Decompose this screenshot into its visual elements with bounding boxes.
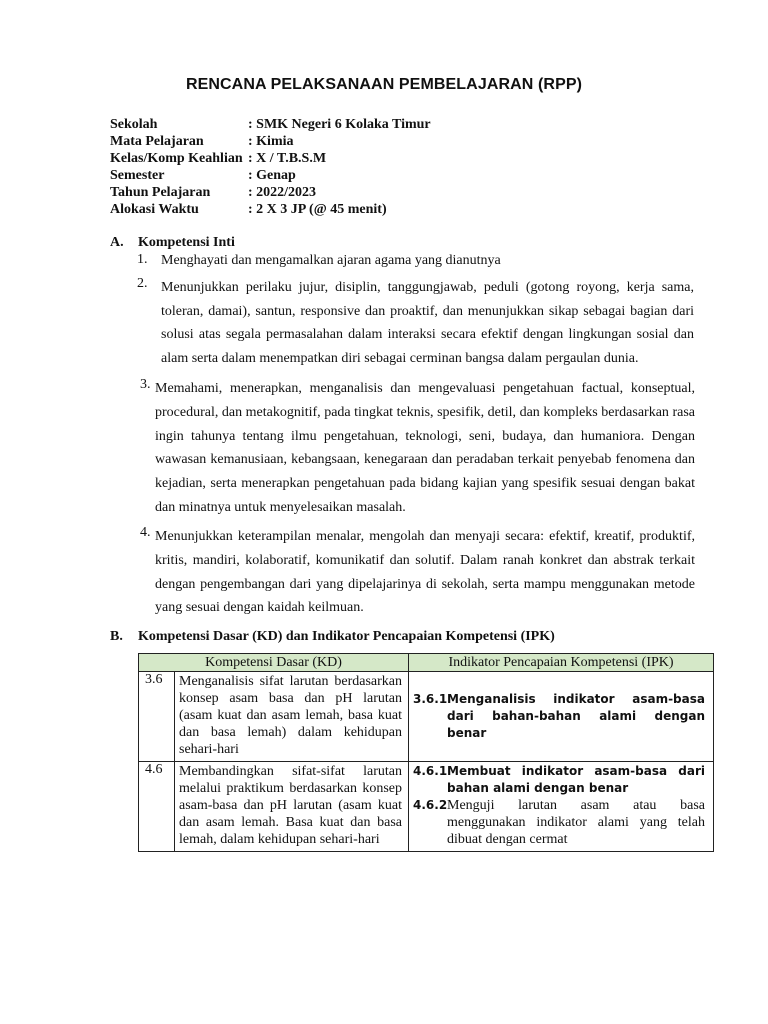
ki-line: Memahami, menerapkan, menganalisis dan mengevaluasi pengetahuan factual, konseptual,: [155, 381, 695, 396]
identity-value: : X / T.B.S.M: [248, 151, 327, 166]
ki-text: [155, 377, 695, 520]
identity-label: Tahun Pelajaran: [110, 185, 211, 200]
identity-label: Kelas/Komp Keahlian: [110, 151, 243, 166]
ipk-number: 4.6.1: [413, 764, 448, 778]
ipk-text: Membuat indikator asam-basa dari bahan alami dengan benar: [447, 764, 705, 795]
ki-line: kejadian, serta menerapkan pengetahuan pada bidang kajian yang spesifik sesuai dengan bakat: [155, 476, 695, 492]
kd-text: Membandingkan sifat-sifat larutan melalui praktikum berdasarkan konsep asam-basa dan pH larutan (asam kuat dan asam lemah. Basa kuat dan basa lemah, dalam kehidupan sehari-hari: [175, 762, 409, 852]
section-letter: A.: [110, 235, 124, 250]
ki-number: 3.: [140, 377, 151, 392]
ipk-item: [413, 763, 705, 797]
ipk-text: Menganalisis indikator asam-basa dari bahan-bahan alami dengan benar: [447, 692, 705, 740]
table-header-row: [139, 654, 714, 672]
ki-line: ingin tahunya tentang ilmu pengetahuan, teknologi, seni, budaya, dan humaniora. Dengan: [155, 428, 695, 444]
ki-item-3: [140, 377, 700, 517]
ki-line: procedural, dan metakognitif, pada tingkat teknis, spesifik, detil, dan kompleks berdasarkan rasa: [155, 404, 695, 420]
identity-value: : Genap: [248, 168, 296, 183]
identity-row: [110, 133, 431, 150]
table-row: [139, 762, 714, 852]
ki-number: 4.: [140, 525, 151, 540]
ki-line: alam serta dalam menempatkan diri sebagai cerminan bangsa dalam pergaulan dunia.: [161, 350, 639, 366]
ki-line: solusi atas segala permasalahan dalam interaksi secara efektif dengan lingkungan sosial dan: [161, 327, 694, 342]
identity-label: Alokasi Waktu: [110, 202, 199, 217]
ki-line: wawasan kemanusiaan, kebangsaan, kenegaraan dan peradaban terkait penyebab fenomena dan: [155, 452, 695, 468]
kd-ipk-table: [138, 653, 714, 852]
identity-value: : 2 X 3 JP (@ 45 menit): [248, 202, 387, 217]
document-title: RENCANA PELAKSANAAN PEMBELAJARAN (RPP): [185, 76, 583, 93]
identity-row: [110, 150, 431, 167]
kd-number: 3.6: [139, 672, 175, 762]
identity-label: Mata Pelajaran: [110, 134, 204, 149]
ki-text: [161, 276, 694, 370]
ki-text: [155, 525, 695, 620]
ki-line: dengan pengembangan dari yang dipelajarinya di sekolah, serta mampu menggunakan metode: [155, 576, 695, 592]
identity-row: [110, 184, 431, 201]
ki-line: yang sesuai dengan kaidah keilmuan.: [155, 600, 364, 616]
ki-line: kritis, mandiri, kolaboratif, komunikatif dan solutif. Dalam ranah konkret dan abstrak terkait: [155, 552, 695, 568]
ki-text: [161, 252, 691, 269]
section-title: Kompetensi Dasar (KD) dan Indikator Pencapaian Kompetensi (IPK): [138, 629, 555, 644]
ki-item-1: [137, 252, 697, 270]
ki-item-4: [140, 525, 700, 621]
section-b-heading: [110, 629, 670, 647]
ipk-number: 4.6.2: [413, 798, 448, 812]
identity-label: Sekolah: [110, 117, 158, 132]
identity-block: [110, 116, 431, 218]
ki-number: 1.: [137, 252, 148, 267]
kd-number: 4.6: [139, 762, 175, 852]
ipk-item: [413, 691, 705, 742]
header-kd: Kompetensi Dasar (KD): [139, 654, 409, 672]
ipk-cell: [409, 672, 714, 762]
ki-line: dan minatnya untuk menyelesaikan masalah.: [155, 499, 406, 515]
ki-number: 2.: [137, 276, 148, 291]
ki-item-2: [137, 276, 697, 372]
ipk-text: Menguji larutan asam atau basa menggunakan indikator alami yang telah dibuat dengan cermat: [447, 798, 705, 847]
identity-value: : 2022/2023: [248, 185, 317, 200]
identity-label: Semester: [110, 168, 165, 183]
identity-value: : SMK Negeri 6 Kolaka Timur: [248, 117, 431, 132]
table-row: [139, 672, 714, 762]
identity-row: [110, 116, 431, 133]
ipk-number: 3.6.1: [413, 692, 448, 706]
section-title: Kompetensi Inti: [138, 235, 235, 250]
ki-line: toleran, damai), santun, responsive dan proaktif, dan menunjukkan sikap sebagai bagian dari: [161, 303, 694, 319]
ki-line: Menghayati dan mengamalkan ajaran agama yang dianutnya: [161, 253, 501, 268]
section-letter: B.: [110, 629, 123, 644]
ipk-item: [413, 797, 705, 848]
ipk-cell: [409, 762, 714, 852]
header-ipk: Indikator Pencapaian Kompetensi (IPK): [409, 654, 714, 672]
identity-value: : Kimia: [248, 134, 294, 149]
identity-row: [110, 167, 431, 184]
ki-line: Menunjukkan perilaku jujur, disiplin, tanggungjawab, peduli (gotong royong, kerja sama,: [161, 280, 694, 295]
identity-row: [110, 201, 431, 218]
ki-line: Menunjukkan keterampilan menalar, mengolah dan menyaji secara: efektif, kreatif, produktif,: [155, 529, 695, 544]
kd-text: Menganalisis sifat larutan berdasarkan konsep asam basa dan pH larutan (asam kuat dan asam lemah, basa kuat dan basa lemah) dalam kehidupan sehari-hari: [175, 672, 409, 762]
section-a-heading: [110, 235, 510, 253]
